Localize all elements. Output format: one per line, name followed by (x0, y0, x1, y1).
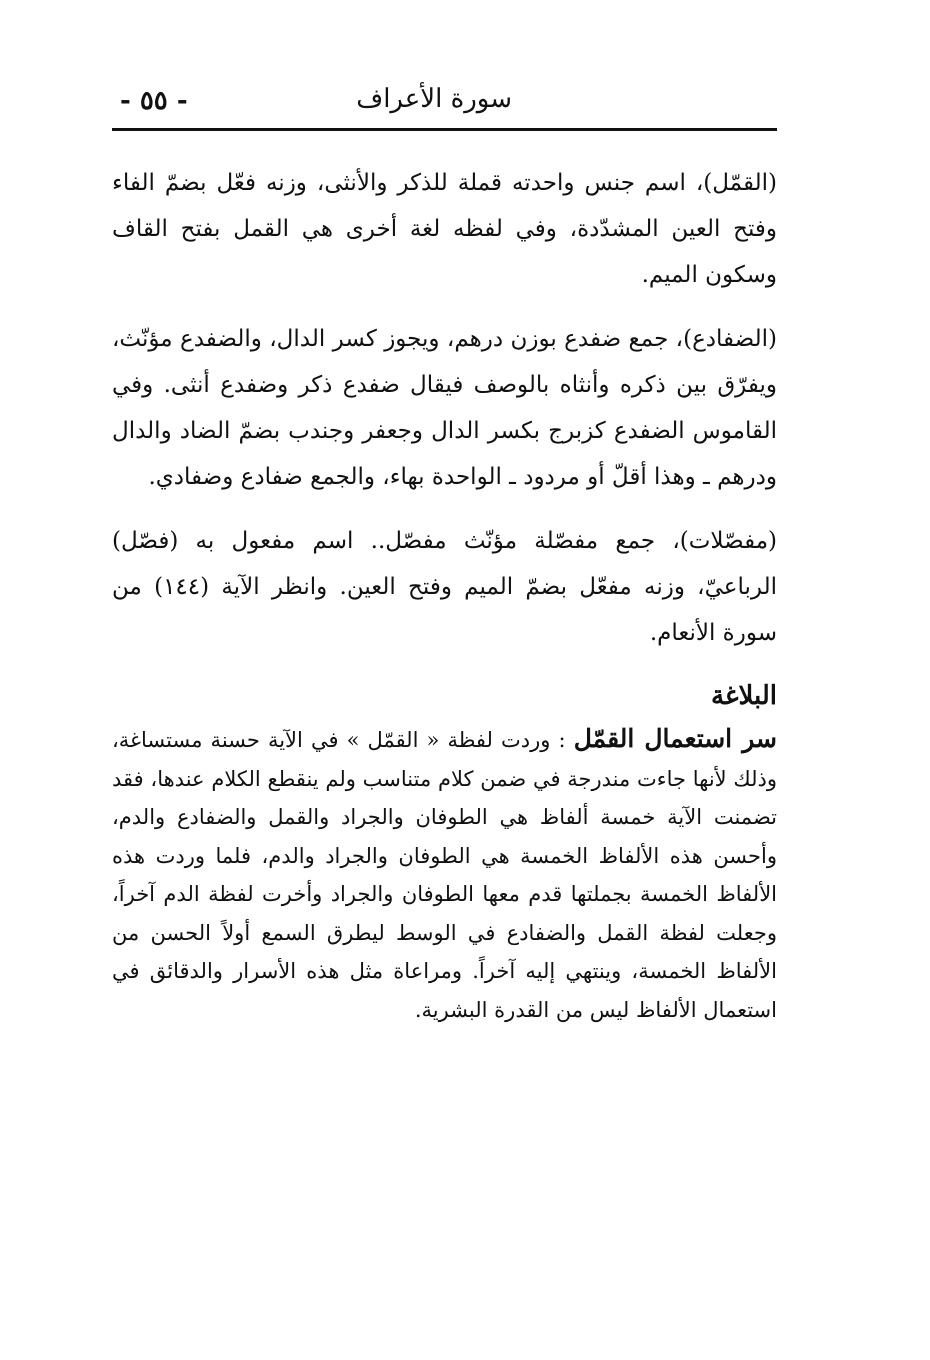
page-number: - ٥٥ - (120, 86, 188, 116)
paragraph-mufassalat: (مفصّلات)، جمع مفصّلة مؤنّث مفصّل.. اسم مفعول به (فصّل) الرباعيّ، وزنه مفعّل بضمّ الميم وفتح العين. وانظر الآية (١٤٤) من سورة الأنعام. (112, 528, 777, 646)
paragraph-dafadi: (الضفادع)، جمع ضفدع بوزن درهم، ويجوز كسر الدال، والضفدع مؤنّث، ويفرّق بين ذكره وأنثاه بالوصف فيقال ضفدع ذكر وضفدع أنثى. وفي القاموس الضفدع كزبرج بكسر الدال وجعفر وجندب بضمّ الضاد والدال ودرهم ـ وهذا أقلّ أو مردود ـ الواحدة بهاء، والجمع ضفادع وضفادي. (112, 326, 777, 490)
balagha-paragraph (112, 720, 777, 1029)
page-body (112, 160, 777, 1029)
chapter-title: سورة الأعراف (356, 84, 512, 114)
balagha-text: : وردت لفظة « القمّل » في الآية حسنة مستساغة، وذلك لأنها جاءت مندرجة في ضمن كلام متناسب ولم ينقطع الكلام عندها، فقد تضمنت الآية خمسة ألفاظ هي الطوفان والجراد والقمل والضفادع والدم، وأحسن هذه الألفاظ الخمسة هي الطوفان والجراد والدم، فلما وردت هذه الألفاظ الخمسة بجملتها قدم معها الطوفان والجراد وأخرت لفظة الدم آخراً، وجعلت لفظة القمل والضفادع في الوسط ليطرق السمع أولاً الحسن من الألفاظ الخمسة، وينتهي إليه آخراً. ومراعاة مثل هذه الأسرار والدقائق في استعمال الألفاظ ليس من القدرة البشرية. (112, 728, 777, 1022)
balagha-heading: البلاغة (710, 681, 777, 711)
balagha-lead: سر استعمال القمّل (573, 724, 777, 753)
page-header (112, 80, 777, 128)
header-divider (112, 128, 777, 131)
paragraph-qummal: (القمّل)، اسم جنس واحدته قملة للذكر والأنثى، وزنه فعّل بضمّ الفاء وفتح العين المشدّدة، وفي لفظه لغة أخرى هي القمل بفتح القاف وسكون الميم. (112, 170, 777, 288)
